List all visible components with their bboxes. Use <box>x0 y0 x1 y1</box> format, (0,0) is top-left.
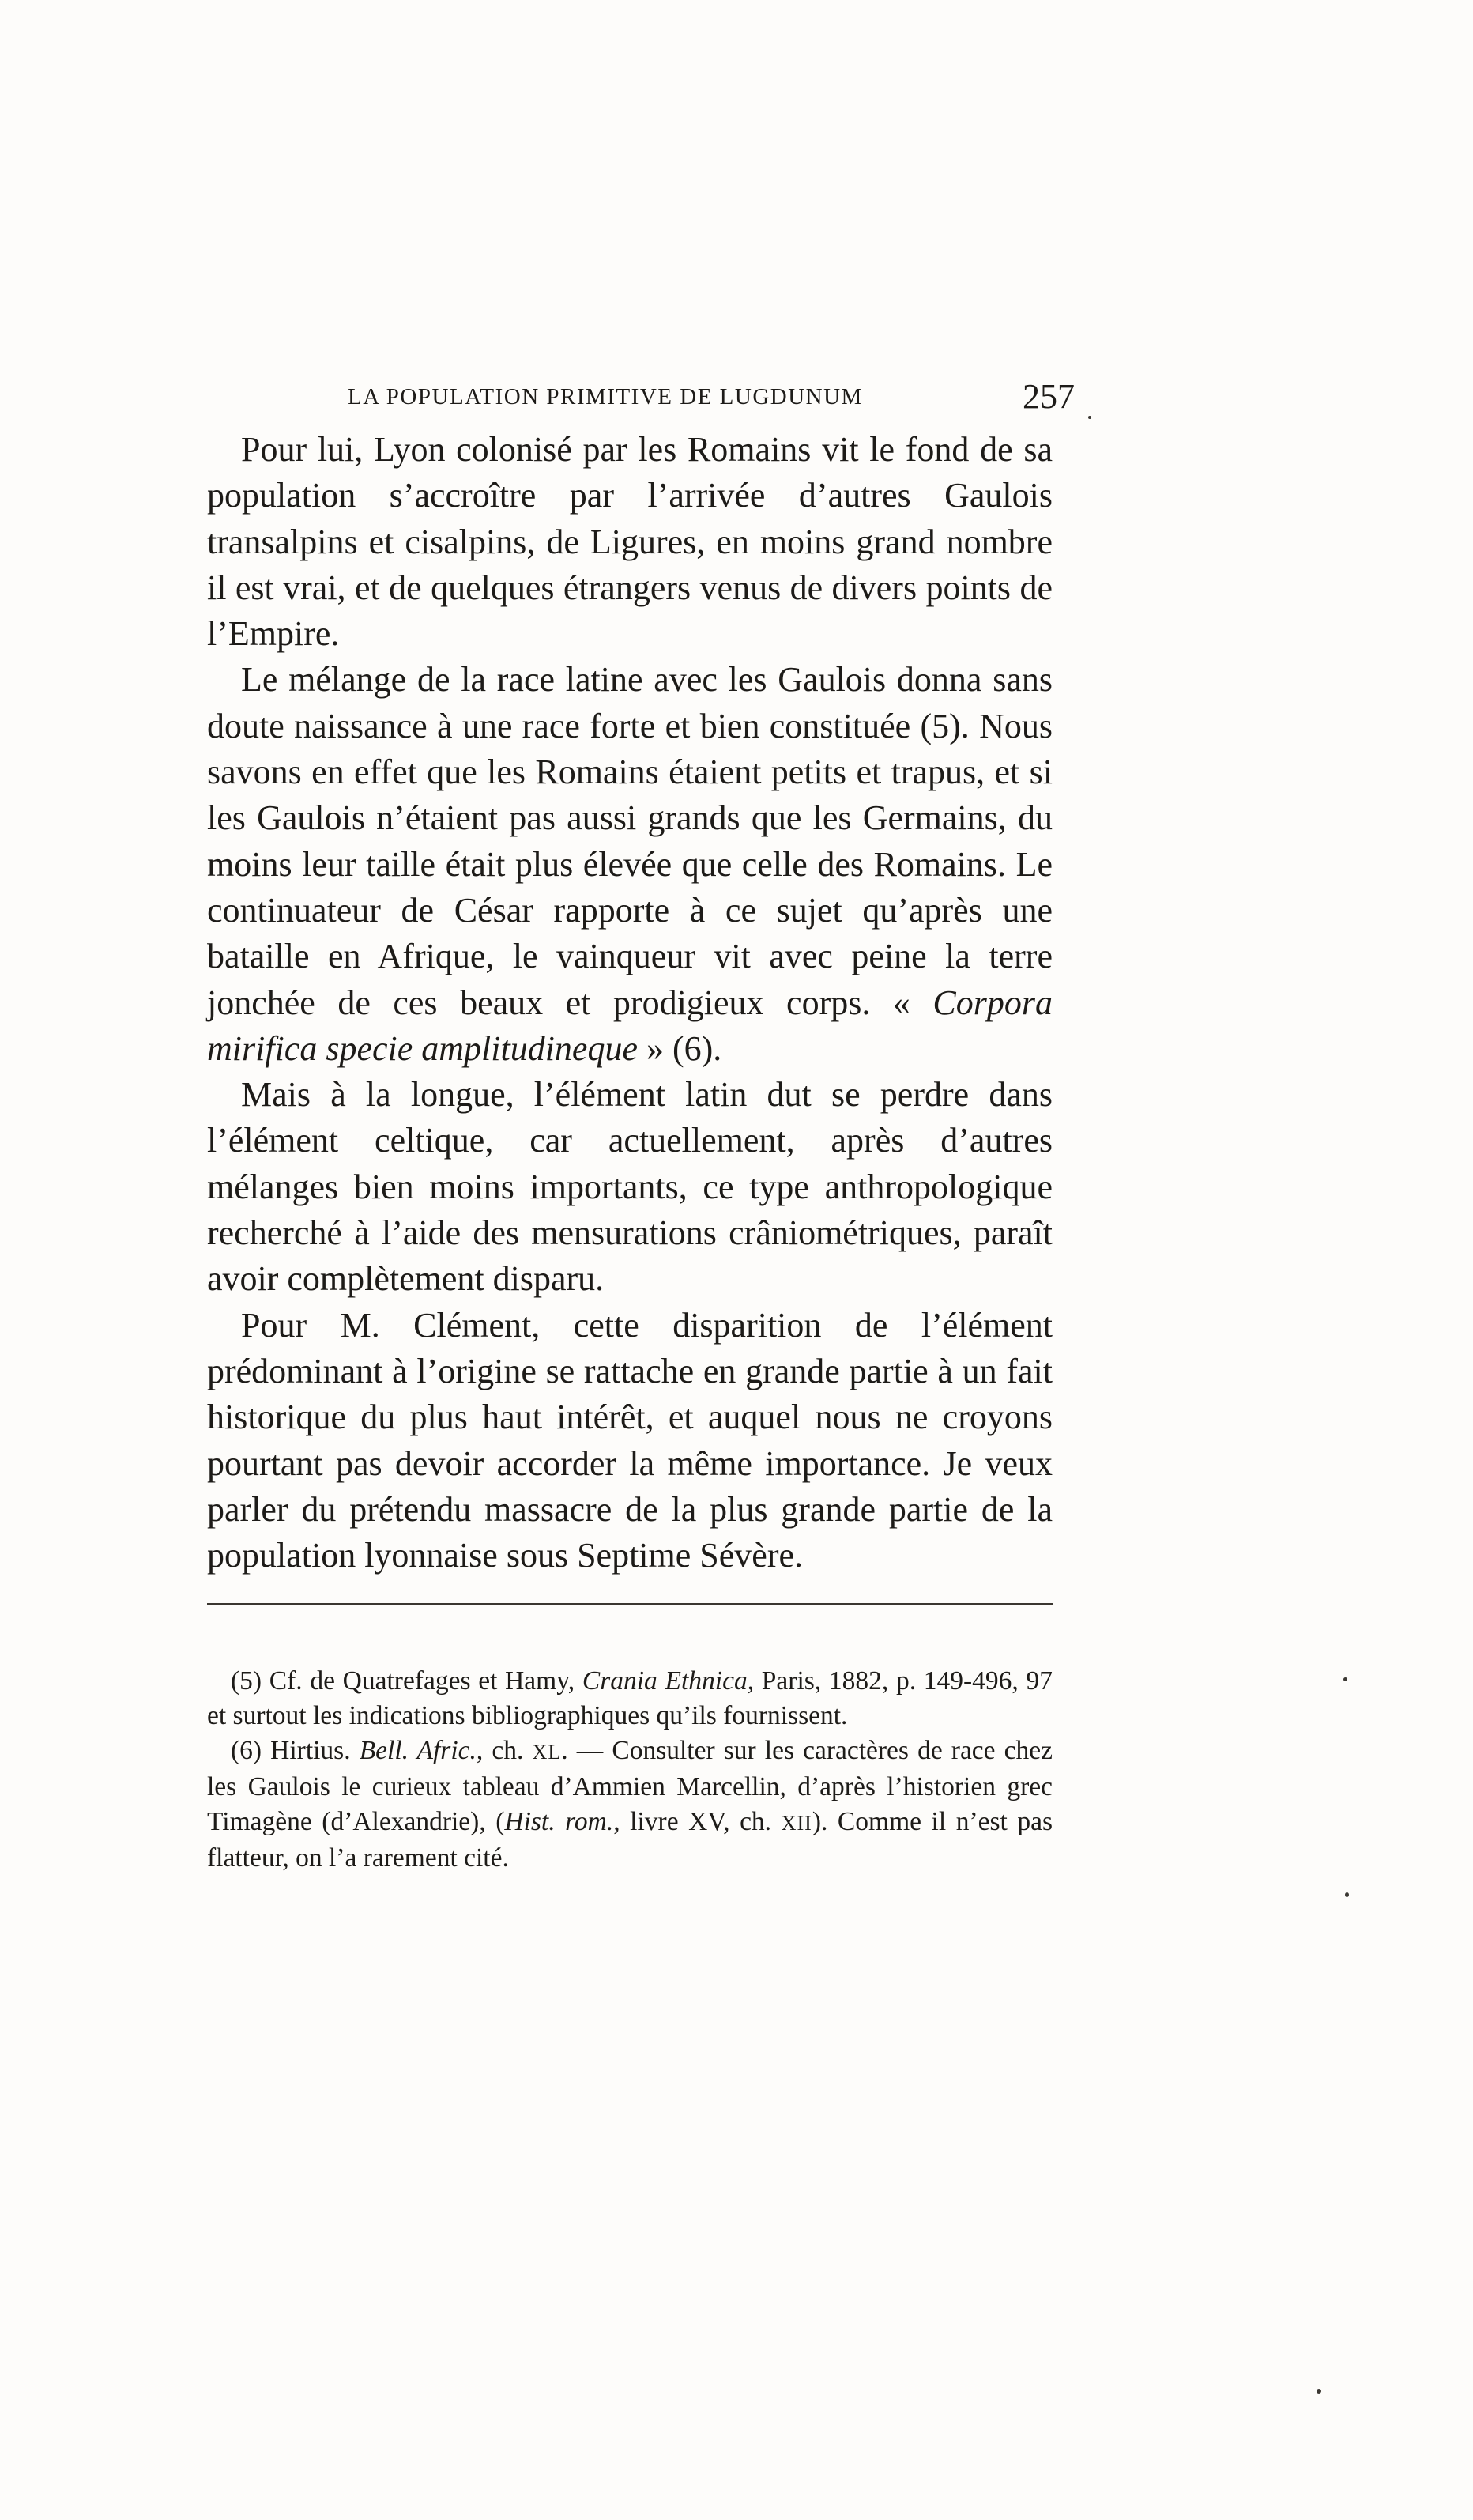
paragraph-1: Pour lui, Lyon colonisé par les Romains vit le fond de sa population s’accroître par l’arrivée d’autres Gaulois transalpins et cisalpins, de Ligures, en moins grand nombre il est vrai, et de quelques étrangers venus de divers points de l’Empire. <box>207 430 1053 654</box>
footnote-5-rest: , Paris, 1882, p. 149-496, 97 et surtout les indications bibliographiques qu’ils fournissent. <box>207 1666 1053 1730</box>
footnote-6-book-chapter: XII <box>781 1812 812 1835</box>
page-number: 257 <box>1023 377 1075 416</box>
footnote-6-title: Bell. Afric. <box>359 1736 477 1765</box>
footnote-6-lead: (6) Hirtius. <box>231 1736 360 1765</box>
running-header <box>348 376 1075 424</box>
footnote-5-lead: (5) Cf. de Quatrefages et Hamy, <box>231 1666 582 1696</box>
footnote-6-rest: ). Comme il n’est pas flatteur, on l’a rarement cité. <box>207 1807 1053 1873</box>
scan-speck <box>1088 416 1091 419</box>
footnote-6-middle: . — Consulter sur les caractères de race chez les Gaulois le curieux tableau d’Ammien Marcellin, d’après l’historien grec Timagène (d’Alexandrie), ( <box>207 1736 1053 1836</box>
footnote-5-title: Crania Ethnica <box>582 1666 748 1696</box>
footnote-5 <box>207 1664 1053 1733</box>
running-title: LA POPULATION PRIMITIVE DE LUGDUNUM <box>348 384 863 409</box>
paragraph-3: Mais à la longue, l’élément latin dut se perdre dans l’élément celtique, car actuellement, après d’autres mélanges bien moins importants, ce type anthropologique recherché à l’aide des mensurations crâniométriques, paraît avoir complètement disparu. <box>207 1075 1053 1299</box>
footnote-6 <box>207 1733 1053 1876</box>
footnotes <box>207 1664 1053 1876</box>
paragraph-2-text: Le mélange de la race latine avec les Gaulois donna sans doute naissance à une race forte et bien constituée (5). Nous savons en effet que les Romains étaient petits et trapus, et si les Gaulois n’étaient pas aussi grands que les Germains, du moins leur taille était plus élevée que celle des Romains. Le continuateur de César rapporte à ce sujet qu’après une bataille en Afrique, le vainqueur vit avec peine la terre jonchée de ces beaux et prodigieux corps. « <box>207 660 1053 1022</box>
footnote-divider <box>207 1603 1053 1605</box>
paragraph-4: Pour M. Clément, cette disparition de l’élément prédominant à l’origine se rattache en grande partie à un fait historique du plus haut intérêt, et auquel nous ne croyons pourtant pas devoir accorder la même importance. Je veux parler du prétendu massacre de la plus grande partie de la population lyonnaise sous Septime Sévère. <box>207 1305 1053 1575</box>
main-text <box>207 427 1053 1579</box>
footnote-6-ch-label: , ch. <box>476 1736 533 1765</box>
scan-speck <box>1345 1892 1349 1897</box>
scan-speck <box>1317 2389 1321 2394</box>
footnote-6-ref-title: Hist. rom. <box>504 1807 614 1836</box>
latin-quote: Corpora mirifica specie amplitudineque <box>207 983 1053 1068</box>
footnote-6-chapter: XL <box>532 1741 562 1764</box>
paragraph-2-end: » (6). <box>638 1028 722 1068</box>
footnote-6-book: , livre XV, ch. <box>613 1807 782 1836</box>
paragraph-2 <box>207 657 1053 1072</box>
scan-speck <box>1343 1677 1347 1681</box>
